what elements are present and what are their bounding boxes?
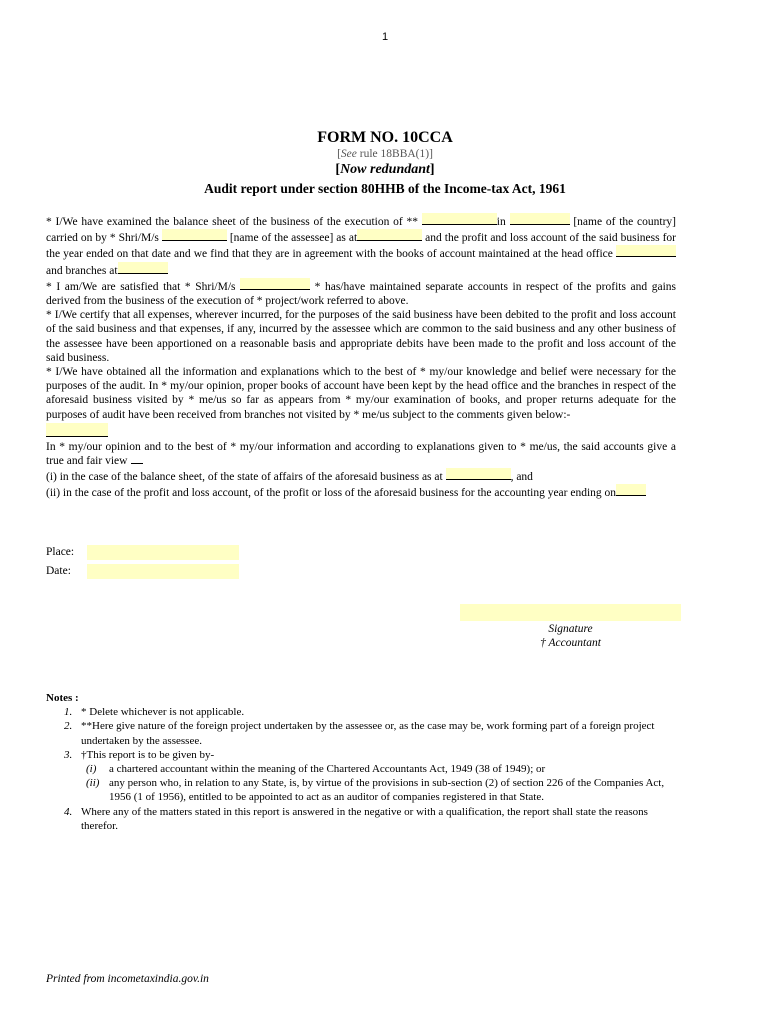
head-office-field[interactable] — [616, 245, 676, 257]
paragraph-examination: * I/We have examined the balance sheet of the business of the execution of ** in [name of the country] carried on by * Shri/M/s [name of the assessee] as at and the profit and loss account of the said business for the year ended on that date and we find that they are in agreement with the books of account maintained at the head office and branches at — [46, 213, 676, 278]
paragraph-certify: * I/We certify that all expenses, wherever incurred, for the purposes of the said business have been debited to the profit and loss account of the said business and that expenses, if any, incurred by the assessee which are common to the said business and any other business of the assessee have been apportioned on a reasonable basis and appropriate debits have been made to the profit and loss account of the said business. — [46, 309, 676, 364]
rule-reference: [See rule 18BBA(1)] — [337, 148, 433, 160]
country-field[interactable] — [510, 213, 570, 225]
comments-field[interactable] — [46, 423, 108, 437]
note-item: 1. * Delete whichever is not applicable. — [64, 706, 245, 719]
signature-label: Signature — [548, 623, 593, 635]
note-item: 2. **Here give nature of the foreign project undertaken by the assessee or, as the case may be, work forming part of a foreign project undertaken by the assessee. — [64, 720, 655, 747]
report-body — [46, 213, 676, 501]
status-text: Now redundant — [340, 162, 430, 177]
note-sub-item: (i) a chartered accountant within the meaning of the Chartered Accountants Act, 1949 (38 of 1949); or — [86, 763, 546, 776]
notes-section — [46, 691, 676, 833]
form-status: [Now redundant] — [335, 162, 435, 177]
state-of-affairs-date-field[interactable] — [446, 468, 511, 480]
form-subtitle: Audit report under section 80HHB of the Income-tax Act, 1961 — [204, 181, 566, 196]
notes-title: Notes : — [46, 692, 79, 704]
paragraph-balance-sheet: (i) in the case of the balance sheet, of the state of affairs of the aforesaid business as at , and — [46, 468, 676, 484]
date-label: Date: — [46, 565, 71, 577]
signature-block — [460, 622, 681, 650]
footer-source: Printed from incometaxindia.gov.in — [46, 973, 209, 985]
note-item: 3. †This report is to be given by- — [64, 748, 215, 761]
branches-field[interactable] — [118, 262, 168, 274]
view-dash — [131, 455, 143, 464]
date-field[interactable] — [87, 564, 239, 579]
balance-sheet-date-field[interactable] — [357, 229, 422, 241]
signature-field[interactable] — [460, 604, 681, 621]
page-number: 1 — [381, 31, 389, 43]
assessee-name-field[interactable] — [162, 229, 227, 241]
form-header — [0, 128, 770, 197]
rule-number: rule 18BBA(1) — [356, 148, 430, 160]
paragraph-satisfied: * I am/We are satisfied that * Shri/M/s * has/have maintained separate accounts in respect of the profits and gains derived from the business of the execution of * project/work referred to above. — [46, 278, 676, 308]
paragraph-information: * I/We have obtained all the information and explanations which to the best of * my/our knowledge and belief were necessary for the purposes of the audit. In * my/our opinion, proper books of account have been kept by the head office and the branches in respect of the aforesaid business visited by * me/us so far as appears from * my/our examination of books, and proper returns adequate for the purposes of audit have been received from branches not visited by * me/us subject to the comments given below:- — [46, 366, 676, 421]
form-title: FORM NO. 10CCA — [317, 129, 453, 146]
paragraph-opinion: In * my/our opinion and to the best of * my/our information and according to explanations given to * me/us, the said accounts give a true and fair view — [46, 440, 676, 468]
accountant-label: † Accountant — [540, 637, 601, 649]
note-sub-item: (ii) any person who, in relation to any State, is, by virtue of the provisions in sub-section (2) of section 226 of the Companies Act, 1956 (1 of 1956), entitled to be appointed to act as an auditor of companies registered in that State. — [86, 777, 665, 804]
place-field[interactable] — [87, 545, 239, 560]
note-item: 4. Where any of the matters stated in this report is answered in the negative or with a qualification, the report shall state the reasons therefor. — [64, 805, 648, 832]
paragraph-profit-loss: (ii) in the case of the profit and loss account, of the profit or loss of the aforesaid business for the accounting year ending on — [46, 484, 676, 500]
place-label: Place: — [46, 546, 75, 558]
year-ending-field[interactable] — [616, 484, 646, 496]
see-word: See — [340, 148, 357, 160]
project-field[interactable] — [422, 213, 497, 225]
shri-ms-field[interactable] — [240, 278, 310, 290]
